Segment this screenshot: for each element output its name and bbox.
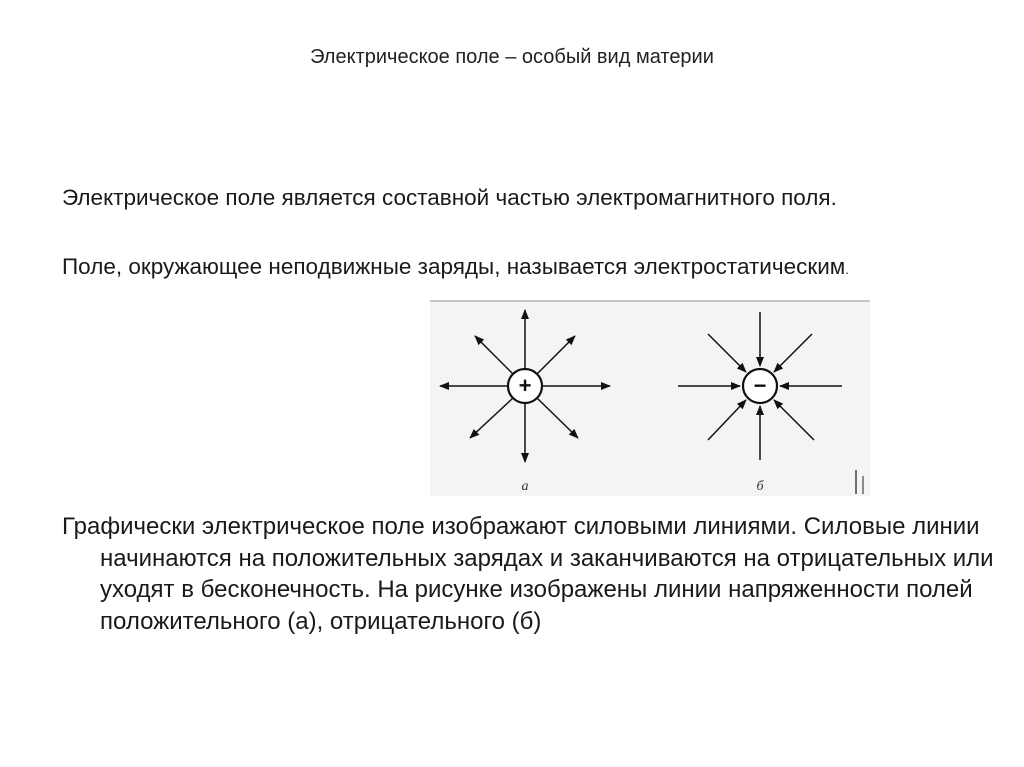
field-lines-figure [430,300,870,496]
positive-charge-diagram [440,310,610,494]
field-line-arrow [537,398,578,438]
field-line-arrow [537,336,575,374]
slide-title: Электрическое поле – особый вид материи [310,46,714,68]
label-a: а [521,479,529,494]
field-lines-svg [430,300,870,496]
paragraph-field-lines-description: Графически электрическое поле изображают силовыми линиями. Силовые линии начинаются на положительных зарядах и заканчиваются на отрицательных или уходят в бесконечность. На рисунке изображены линии напряженности полей положительного (а), отрицательного (б) [62,513,994,635]
paragraph-electrostatic-text: Поле, окружающее неподвижные заряды, называется электростатическим [62,254,846,279]
negative-charge-diagram [678,312,842,494]
field-line-arrow [708,334,746,372]
field-line-arrow [475,336,513,374]
positive-sign: + [518,373,532,398]
field-line-arrow [774,334,812,372]
field-line-arrow [470,398,513,438]
field-line-arrow [774,400,814,440]
field-line-arrow [708,400,746,440]
paragraph-electrostatic [62,252,1005,285]
label-b: б [756,479,764,494]
paragraph-electrostatic-period: . [845,262,849,277]
paragraph-electric-field-part: Электрическое поле является составной частью электромагнитного поля. [62,185,837,210]
negative-sign: − [753,373,767,398]
